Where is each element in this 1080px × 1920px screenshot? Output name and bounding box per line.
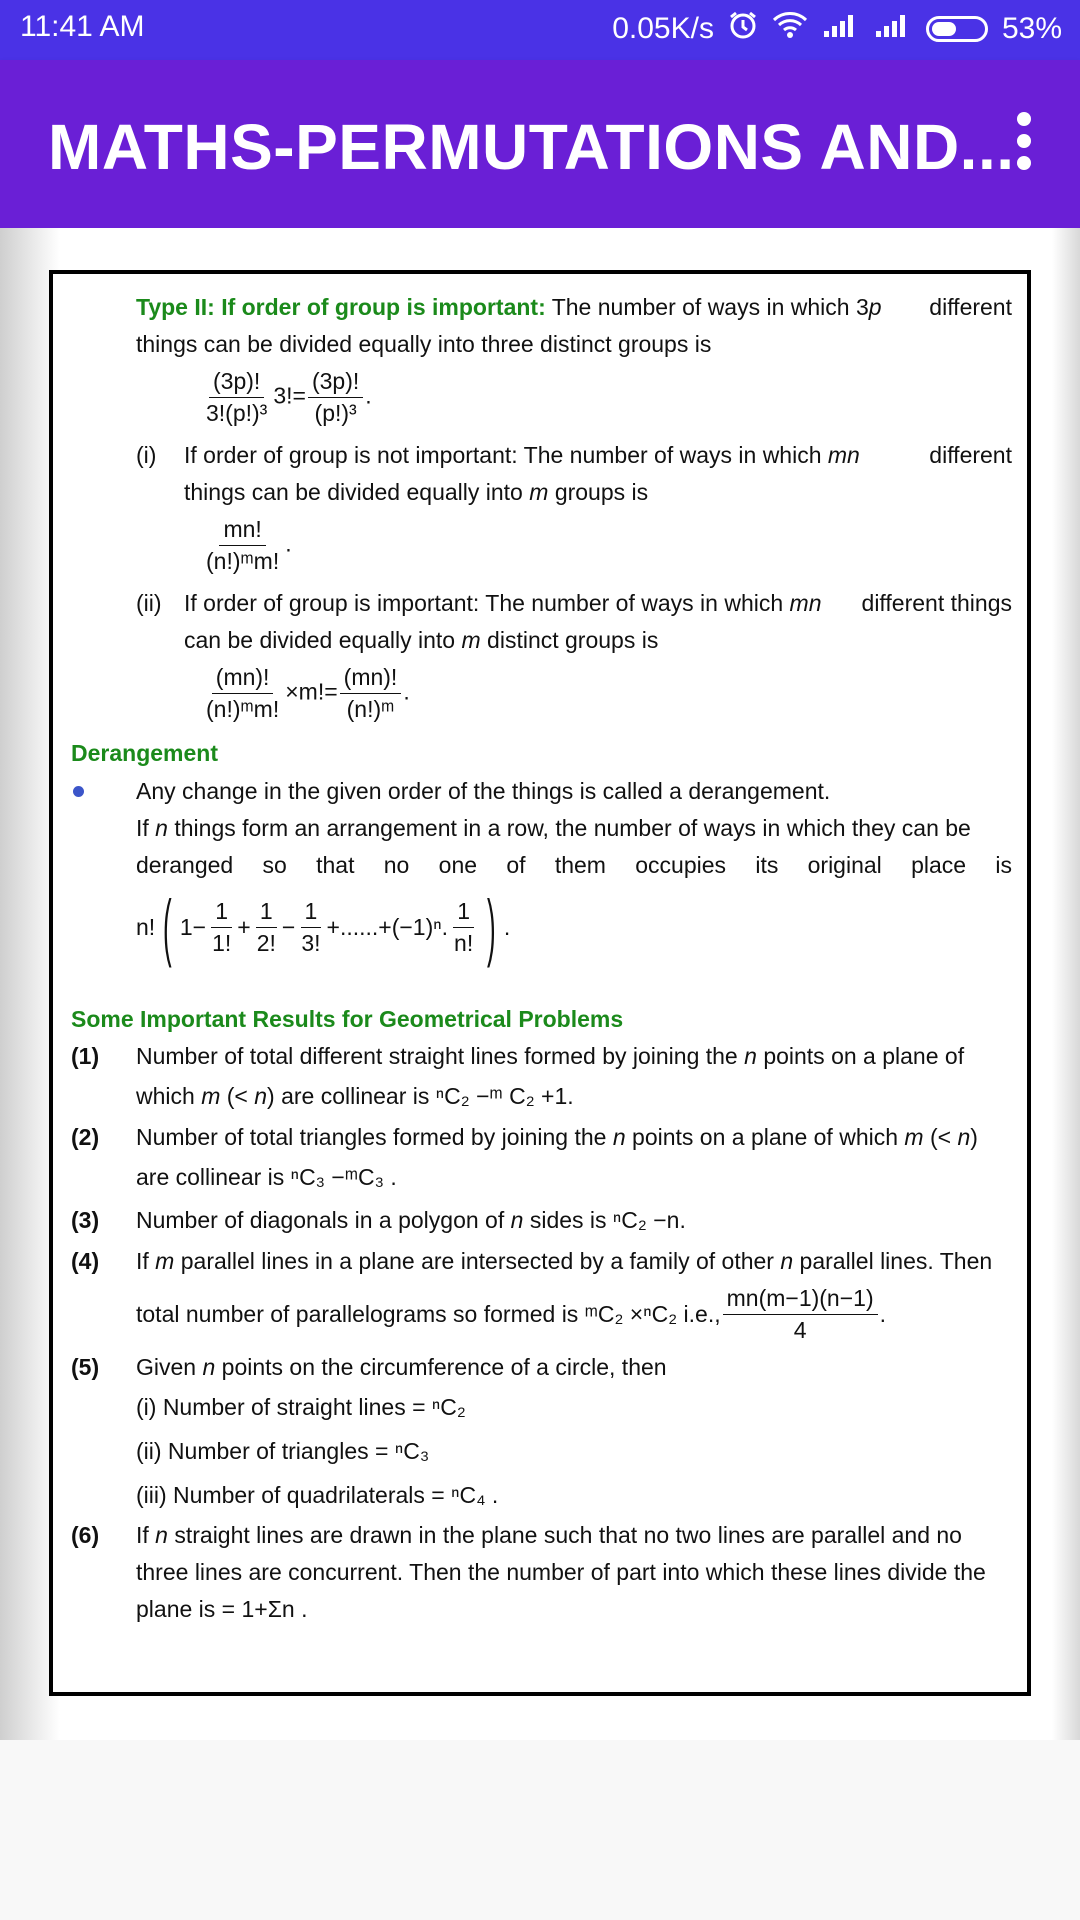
r3-label: (3)	[71, 1207, 100, 1233]
item-ii-line2: can be divided equally into m distinct groups is	[184, 627, 659, 653]
signal-icon	[822, 11, 860, 47]
r5-sub2: (ii) Number of triangles = ⁿC₃	[136, 1438, 430, 1464]
r4-line1: If m parallel lines in a plane are intersected by a family of other n parallel lines. Then	[136, 1248, 993, 1274]
bullet-icon	[73, 786, 84, 797]
type2-line1: Type II: If order of group is important: The number of ways in which 3p different	[136, 294, 1012, 320]
r1-line1: Number of total different straight lines formed by joining the n points on a plane of	[136, 1043, 965, 1069]
r6-line2: three lines are concurrent. Then the number of part into which these lines divide the	[136, 1559, 986, 1585]
derangement-line2: deranged so that no one of them occupies its original place is	[136, 852, 1012, 878]
r5-label: (5)	[71, 1354, 100, 1380]
derangement-heading: Derangement	[71, 740, 218, 766]
page-shadow-right	[1052, 228, 1080, 1740]
r2-line2: are collinear is ⁿC₃ −ᵐC₃ .	[136, 1164, 397, 1190]
derangement-formula: n! ( 1− $\frac{1}{1!}$ + $\frac{1}{2!}$ − $\frac{1}{3!}$ +......+(−1)ⁿ. $\frac{1}{n!}$ ) .	[136, 885, 511, 968]
r5-sub1: (i) Number of straight lines = ⁿC₂	[136, 1394, 466, 1420]
item-ii-label: (ii)	[136, 590, 162, 616]
item-ii-formula: $\frac{(mn)!}{\text{(n!)ᵐm!}}$ ×m!= $\frac{(mn)!}{\text{(n!)ᵐ}}$ .	[206, 664, 410, 722]
network-speed: 0.05K/s	[612, 12, 714, 45]
battery-icon	[926, 16, 988, 42]
status-time: 11:41 AM	[20, 10, 145, 43]
r1-line2: which m (< n) are collinear is ⁿC₂ −ᵐ C₂ +1.	[136, 1083, 574, 1109]
r6-line3: plane is = 1+Σn .	[136, 1596, 308, 1622]
r6-label: (6)	[71, 1522, 100, 1548]
item-i-label: (i)	[136, 442, 157, 468]
r2-label: (2)	[71, 1124, 100, 1150]
r5-line1: Given n points on the circumference of a circle, then	[136, 1354, 667, 1380]
r2-line1: Number of total triangles formed by joining the n points on a plane of which m (< n)	[136, 1124, 978, 1150]
type2-line2: things can be divided equally into three distinct groups is	[136, 331, 712, 357]
r4-label: (4)	[71, 1248, 100, 1274]
derangement-bullet: Any change in the given order of the things is called a derangement.	[136, 778, 831, 804]
derangement-line1: If n things form an arrangement in a row, the number of ways in which they can be	[136, 815, 971, 841]
r1-label: (1)	[71, 1043, 100, 1069]
wifi-icon	[772, 10, 808, 48]
type2-formula: $\frac{(3p)!}{\text{3!(p!)³}}$ 3!= $\frac{(3p)!}{\text{(p!)³}}$ .	[206, 368, 372, 426]
status-bar	[0, 0, 1080, 60]
r3-line1: Number of diagonals in a polygon of n sides is ⁿC₂ −n.	[136, 1207, 686, 1233]
more-vert-icon[interactable]	[1004, 112, 1044, 176]
item-i-formula: $\frac{mn!}{\text{(n!)ᵐm!}}$ .	[206, 516, 292, 574]
battery-percent: 53%	[1001, 12, 1062, 45]
page-title: MATHS-PERMUTATIONS AND...	[48, 111, 1015, 183]
item-ii-line1: If order of group is important: The number of ways in which mn different things	[184, 590, 1012, 616]
item-i-line1: If order of group is not important: The number of ways in which mn different	[184, 442, 1012, 468]
r6-line1: If n straight lines are drawn in the plane such that no two lines are parallel and no	[136, 1522, 962, 1548]
item-i-line2: things can be divided equally into m groups is	[184, 479, 649, 505]
alarm-icon	[728, 10, 758, 48]
geom-heading: Some Important Results for Geometrical Problems	[71, 1006, 624, 1032]
r4-line2: total number of parallelograms so formed is ᵐC₂ ×ⁿC₂ i.e., $\frac{mn(m-1)(n-1)}{4}$ .	[136, 1285, 886, 1343]
signal-icon	[874, 11, 912, 47]
r5-sub3: (iii) Number of quadrilaterals = ⁿC₄ .	[136, 1482, 499, 1508]
app-bar	[0, 60, 1080, 228]
